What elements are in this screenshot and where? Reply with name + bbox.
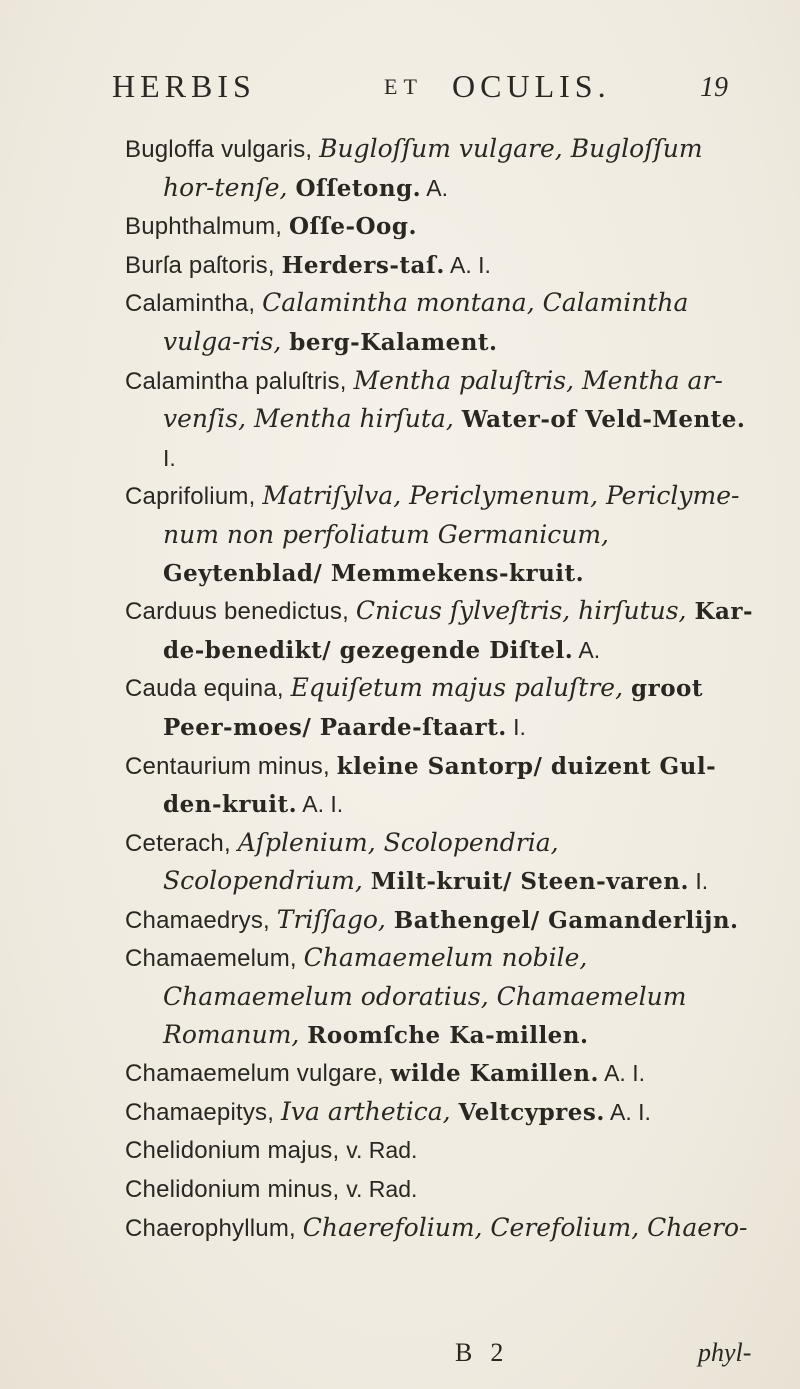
dutch-name: berg-Kalament. — [289, 328, 498, 356]
running-header — [112, 68, 740, 118]
dutch-name: Water-of Veld-Mente. — [461, 406, 746, 434]
source-marks: A. I. — [444, 251, 491, 278]
synonyms: Triſſago, — [276, 904, 394, 934]
dutch-name: Veltcypres. — [458, 1098, 605, 1126]
dutch-name: Geytenblad/ Memmekens-kruit. — [163, 559, 585, 587]
latin-name: Burſa paſtoris, — [125, 251, 282, 279]
synonyms: Equiſetum majus paluſtre, — [290, 673, 631, 703]
dutch-name: Roomſche Ka-millen. — [307, 1021, 589, 1049]
synonyms: Bugloſſum vulgare, Bugloſſum hor-tenſe, — [163, 134, 703, 202]
latin-name: Chelidonium majus, — [125, 1137, 347, 1165]
herb-entry — [125, 1093, 760, 1132]
dutch-name: Milt-kruit/ Steen-varen. — [370, 868, 689, 896]
header-title-right: OCULIS. — [452, 68, 611, 104]
latin-name: Centaurium minus, — [125, 752, 337, 780]
header-title-mid: ET — [384, 74, 423, 99]
herb-entry — [125, 246, 760, 285]
latin-name: Bugloffa vulgaris, — [125, 136, 320, 163]
source-marks: A. I. — [598, 1060, 645, 1087]
latin-name: Calamintha paluſtris, — [125, 367, 354, 395]
dutch-name: Herders-taſ. — [281, 251, 445, 279]
dutch-name: Oſſetong. — [295, 174, 422, 202]
source-marks: I. — [163, 444, 176, 471]
synonyms: Calamintha montana, Calamintha vulga-ris, — [163, 288, 689, 356]
synonyms: Chamaemelum nobile, Chamaemelum odoratius, Chamaemelum Romanum, — [163, 943, 687, 1049]
latin-name: Chamaemelum, — [125, 945, 304, 973]
latin-name: Chamaedrys, — [125, 906, 277, 934]
herb-entry — [125, 1054, 760, 1093]
source-marks: A. I. — [604, 1098, 651, 1125]
source-marks: I. — [506, 713, 526, 740]
synonyms: Chaerefolium, Cerefolium, Chaero- — [302, 1212, 748, 1242]
herb-entry — [125, 477, 760, 592]
herb-entry — [125, 939, 760, 1054]
dutch-name: Oſſe-Oog. — [289, 213, 417, 241]
herb-entry — [125, 747, 760, 824]
herb-entry — [125, 1131, 760, 1170]
latin-name: Chelidonium minus, — [125, 1176, 347, 1204]
herb-entry — [125, 130, 760, 207]
herb-entry — [125, 1209, 760, 1248]
entry-list — [125, 130, 760, 1247]
dutch-name: kleine Santorp/ duizent Gul-den-kruit. — [163, 752, 717, 819]
herb-entry — [125, 1170, 760, 1209]
catchword: phyl- — [698, 1338, 752, 1367]
latin-name: Chaerophyllum, — [125, 1214, 303, 1242]
dutch-name: groot Peer-moes/ Paarde-ſtaart. — [163, 675, 704, 741]
latin-name: Carduus benedictus, — [125, 598, 356, 626]
latin-name: Chamaepitys, — [125, 1098, 281, 1126]
dutch-name: wilde Kamillen. — [390, 1060, 599, 1088]
latin-name: Cauda equina, — [125, 675, 291, 703]
herb-entry — [125, 824, 760, 901]
synonyms: Mentha paluſtris, Mentha ar-venſis, Mentha hirſuta, — [163, 365, 723, 434]
latin-name: Ceterach, — [125, 829, 238, 857]
source-marks: A. I. — [297, 791, 344, 818]
source-marks: A. — [421, 174, 449, 201]
dutch-name: Kar-de-benedikt/ gezegende Diſtel. — [163, 598, 754, 664]
latin-name: Buphthalmum, — [125, 213, 290, 241]
header-title-left: HERBIS — [112, 68, 256, 104]
signature-letter: B — [455, 1338, 473, 1367]
herb-entry — [125, 362, 760, 478]
source-marks: I. — [688, 868, 709, 895]
source-marks: A. — [573, 636, 601, 663]
synonyms: Cnicus ſylveſtris, hirſutus, — [355, 596, 695, 626]
signature-number: 2 — [490, 1338, 504, 1367]
page-number: 19 — [700, 72, 728, 103]
herb-entry — [125, 284, 760, 361]
dutch-name: Bathengel/ Gamanderlijn. — [393, 906, 739, 934]
latin-name: Caprifolium, — [125, 483, 263, 511]
synonyms: Aſplenium, Scolopendria, Scolopendrium, — [163, 827, 559, 896]
latin-name: Calamintha, — [125, 290, 263, 318]
signature-mark — [455, 1338, 503, 1368]
latin-name: Chamaemelum vulgare, — [125, 1060, 391, 1088]
herb-entry — [125, 669, 760, 746]
herb-entry — [125, 592, 760, 669]
source-marks: v. Rad. — [346, 1137, 418, 1164]
synonyms: Iva arthetica, — [281, 1096, 459, 1126]
herb-entry — [125, 901, 760, 940]
source-marks: v. Rad. — [346, 1176, 418, 1203]
herb-entry — [125, 207, 760, 246]
synonyms: Matriſylva, Periclymenum, Periclyme-num non perfoliatum Germanicum, — [163, 481, 740, 549]
